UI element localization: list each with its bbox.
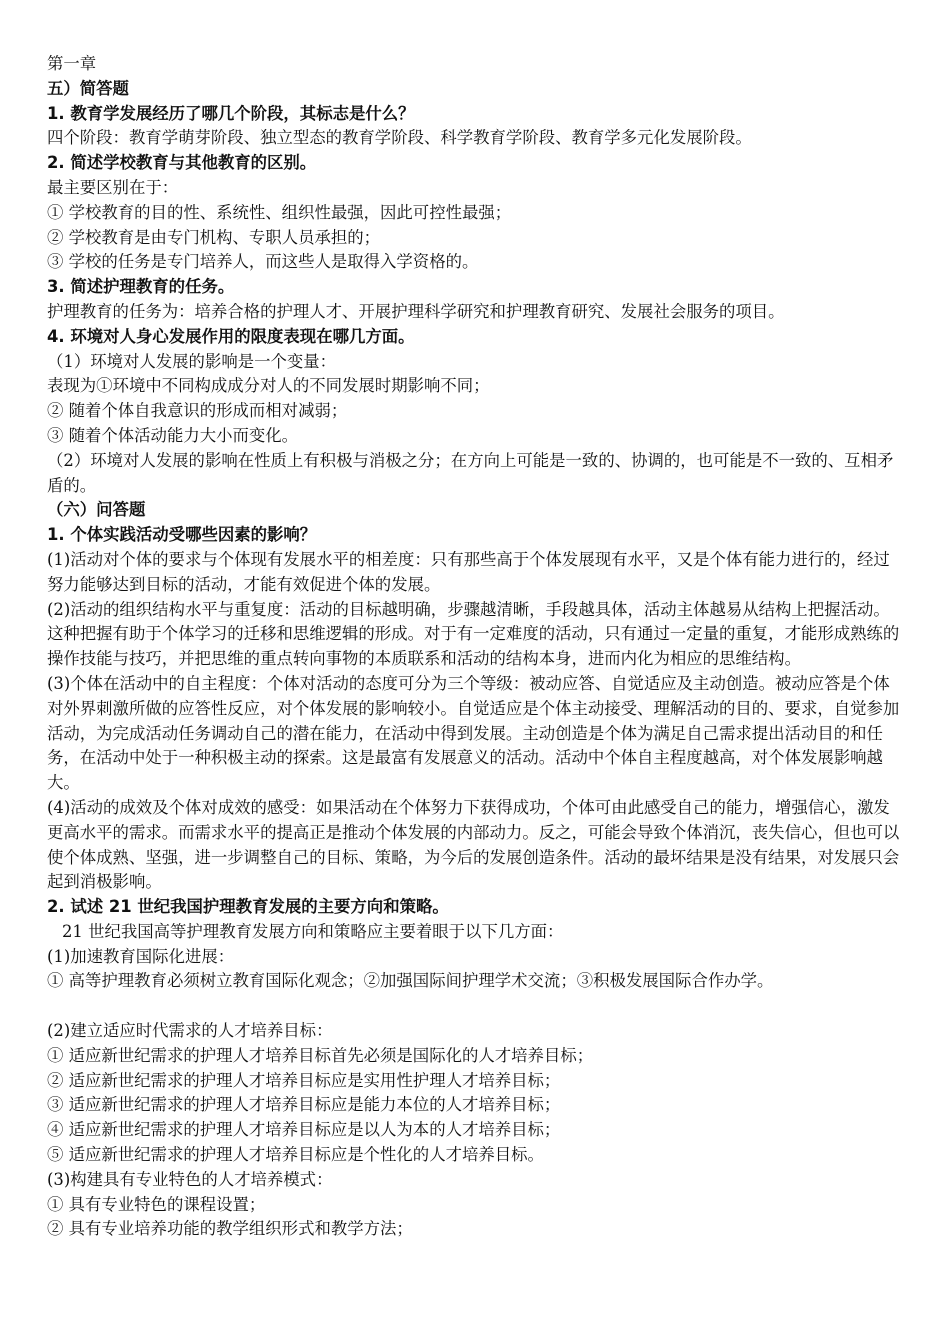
- answer-item: ① 学校教育的目的性、系统性、组织性最强，因此可控性最强；: [47, 202, 512, 222]
- answer-paragraph: (3)个体在活动中的自主程度：个体对活动的态度可分为三个等级：被动应答、自觉适应及主动创造。被动应答是个体对外界刺激所做的应答性反应，对个体发展的影响较小。自觉适应是个体主动接受、理解活动的目的、要求，自觉参加活动，为完成活动任务调动自己的潜在能力，在活动中得到发展。主动创造是个体为满足自己需求提出活动目的和任务，在活动中处于一种积极主动的探索。这是最富有发展意义的活动。活动中个体自主程度越高，对个体发展影响越大。: [47, 673, 900, 793]
- answer-item: ③ 适应新世纪需求的护理人才培养目标应是能力本位的人才培养目标；: [47, 1095, 561, 1115]
- answer-item: ② 具有专业培养功能的教学组织形式和教学方法；: [47, 1219, 413, 1239]
- answer-item: ② 随着个体自我意识的形成而相对减弱；: [47, 401, 348, 421]
- section-heading: （六）问答题: [47, 500, 146, 520]
- answer-text: 表现为①环境中不同构成成分对人的不同发展时期影响不同；: [47, 376, 490, 396]
- question-title: 4. 环境对人身心发展作用的限度表现在哪几方面。: [47, 326, 415, 346]
- question-title: 2. 试述 21 世纪我国护理教育发展的主要方向和策略。: [47, 897, 449, 917]
- subsection-title: (2)建立适应时代需求的人才培养目标：: [47, 1021, 333, 1041]
- answer-text: 护理教育的任务为：培养合格的护理人才、开展护理科学研究和护理教育研究、发展社会服务的项目。: [47, 301, 785, 321]
- answer-item: ④ 适应新世纪需求的护理人才培养目标应是以人为本的人才培养目标；: [47, 1120, 561, 1140]
- answer-text: 最主要区别在于：: [47, 177, 179, 197]
- answer-text: 四个阶段：教育学萌芽阶段、独立型态的教育学阶段、科学教育学阶段、教育学多元化发展阶段。: [47, 128, 752, 148]
- answer-item: ① 具有专业特色的课程设置；: [47, 1194, 266, 1214]
- answer-item: ③ 学校的任务是专门培养人，而这些人是取得入学资格的。: [47, 252, 479, 272]
- question-title: 1. 教育学发展经历了哪几个阶段，其标志是什么？: [47, 103, 415, 123]
- answer-item: ② 学校教育是由专门机构、专职人员承担的；: [47, 227, 381, 247]
- subsection-title: (1)加速教育国际化进展：: [47, 946, 235, 966]
- answer-paragraph: (4)活动的成效及个体对成效的感受：如果活动在个体努力下获得成功，个体可由此感受自己的能力，增强信心，激发更高水平的需求。而需求水平的提高正是推动个体发展的内部动力。反之，可能会导致个体消沉，丧失信心，但也可以使个体成熟、坚强，进一步调整自己的目标、策略，为今后的发展创造条件。活动的最坏结果是没有结果，对发展只会起到消极影响。: [47, 797, 900, 892]
- question-title: 2. 简述学校教育与其他教育的区别。: [47, 153, 317, 173]
- answer-text: （1）环境对人发展的影响是一个变量：: [47, 351, 337, 371]
- subsection-title: (3)构建具有专业特色的人才培养模式：: [47, 1169, 333, 1189]
- answer-paragraph: (1)活动对个体的要求与个体现有发展水平的相差度：只有那些高于个体发展现有水平，又是个体有能力进行的，经过努力能够达到目标的活动，才能有效促进个体的发展。: [47, 549, 890, 594]
- section-heading: 五）简答题: [47, 78, 129, 98]
- question-title: 1. 个体实践活动受哪些因素的影响？: [47, 525, 317, 545]
- answer-item: ① 适应新世纪需求的护理人才培养目标首先必须是国际化的人才培养目标；: [47, 1045, 594, 1065]
- answer-text: （2）环境对人发展的影响在性质上有积极与消极之分；在方向上可能是一致的、协调的，也可能是不一致的、互相矛盾的。: [47, 450, 894, 495]
- answer-intro: 21 世纪我国高等护理教育发展方向和策略应主要着眼于以下几方面：: [62, 921, 564, 941]
- answer-item: ① 高等护理教育必须树立教育国际化观念；②加强国际间护理学术交流；③积极发展国际合作办学。: [47, 971, 774, 991]
- answer-item: ② 适应新世纪需求的护理人才培养目标应是实用性护理人才培养目标；: [47, 1070, 561, 1090]
- chapter-heading: 第一章: [47, 54, 97, 73]
- answer-item: ⑤ 适应新世纪需求的护理人才培养目标应是个性化的人才培养目标。: [47, 1145, 544, 1165]
- blank-line: [47, 994, 906, 1019]
- answer-paragraph: (2)活动的组织结构水平与重复度：活动的目标越明确，步骤越清晰，手段越具体，活动主体越易从结构上把握活动。这种把握有助于个体学习的迁移和思维逻辑的形成。对于有一定难度的活动，只有通过一定量的重复，才能形成熟练的操作技能与技巧，并把思维的重点转向事物的本质联系和活动的结构本身，进而内化为相应的思维结构。: [47, 599, 900, 669]
- answer-item: ③ 随着个体活动能力大小而变化。: [47, 425, 299, 445]
- question-title: 3. 简述护理教育的任务。: [47, 277, 235, 297]
